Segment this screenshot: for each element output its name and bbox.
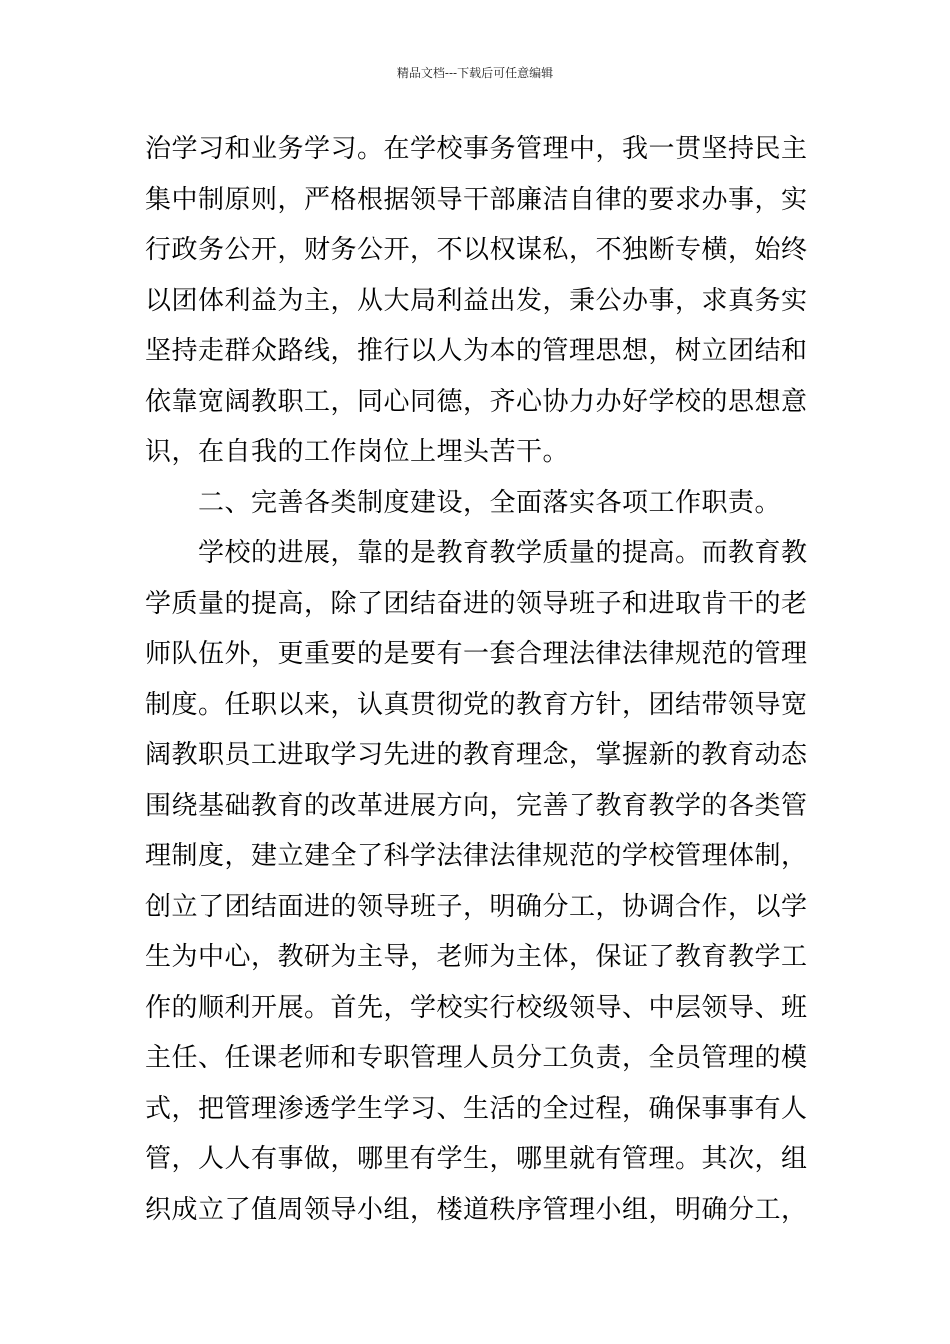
text-line: 生为中心，教研为主导，老师为主体，保证了教育教学工 <box>145 942 808 972</box>
text-line: 管，人人有事做，哪里有学生，哪里就有管理。其次，组 <box>145 1144 808 1174</box>
text-line: 式，把管理渗透学生学习、生活的全过程，确保事事有人 <box>145 1093 808 1124</box>
document-body <box>145 124 810 1235</box>
text-line: 识，在自我的工作岗位上埋头苦干。 <box>145 437 570 467</box>
text-line: 学质量的提高，除了团结奋进的领导班子和进取肯干的老 <box>145 588 808 619</box>
text-line: 制度。任职以来，认真贯彻党的教育方针，团结带领导宽 <box>145 689 808 720</box>
section-heading: 二、完善各类制度建设，全面落实各项工作职责。 <box>145 487 782 518</box>
text-line: 集中制原则，严格根据领导干部廉洁自律的要求办事，实 <box>145 184 808 215</box>
text-line: 理制度，建立建全了科学法律法律规范的学校管理体制， <box>145 841 808 871</box>
text-line: 作的顺利开展。首先，学校实行校级领导、中层领导、班 <box>145 992 808 1023</box>
page-header: 精品文档---下载后可任意编辑 <box>396 66 554 80</box>
text-line: 围绕基础教育的改革进展方向，完善了教育教学的各类管 <box>145 790 808 821</box>
text-line: 治学习和业务学习。在学校事务管理中，我一贯坚持民主 <box>145 134 808 164</box>
text-line: 坚持走群众路线，推行以人为本的管理思想，树立团结和 <box>145 336 808 366</box>
text-line: 织成立了值周领导小组，楼道秩序管理小组，明确分工， <box>145 1194 808 1225</box>
text-line: 依靠宽阔教职工，同心同德，齐心协力办好学校的思想意 <box>145 386 808 417</box>
text-line: 主任、任课老师和专职管理人员分工负责，全员管理的模 <box>145 1043 808 1073</box>
text-line: 阔教职员工进取学习先进的教育理念，掌握新的教育动态 <box>145 740 808 770</box>
text-line: 学校的进展，靠的是教育教学质量的提高。而教育教 <box>145 538 808 568</box>
text-line: 以团体利益为主，从大局利益出发，秉公办事，求真务实 <box>145 285 808 316</box>
text-line: 行政务公开，财务公开，不以权谋私，不独断专横，始终 <box>145 235 808 265</box>
text-line: 师队伍外，更重要的是要有一套合理法律法律规范的管理 <box>145 639 808 669</box>
text-line: 创立了团结面进的领导班子，明确分工，协调合作，以学 <box>145 891 808 922</box>
